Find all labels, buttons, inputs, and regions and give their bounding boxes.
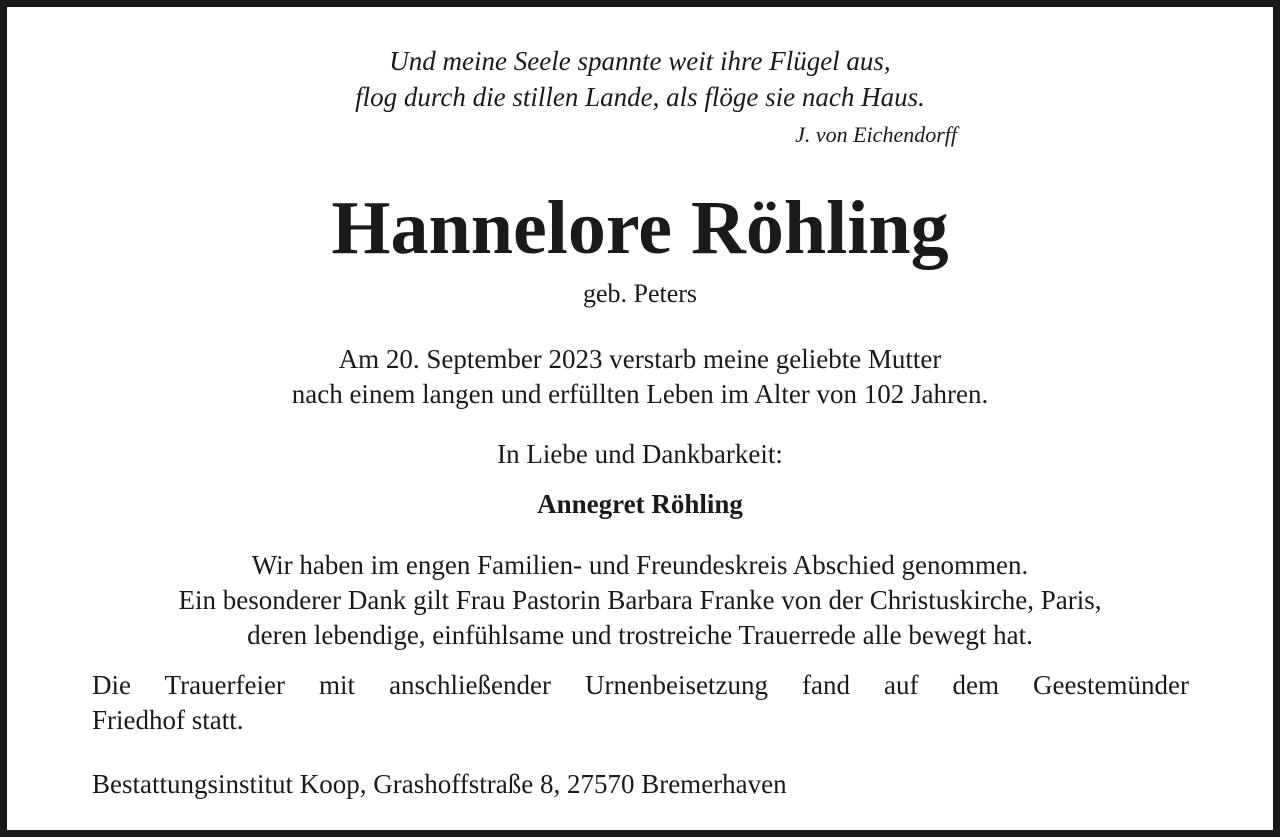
ceremony-line-1: Die Trauerfeier mit anschließender Urnenbeisetzung fand auf dem Geestemünder [92, 670, 1189, 700]
deceased-name: Hannelore Röhling [331, 186, 949, 270]
announcement-line-1: Am 20. September 2023 verstarb meine geliebte Mutter [338, 344, 942, 374]
ceremony-line-2: Friedhof statt. [92, 705, 244, 735]
poem-quote [7, 43, 1273, 115]
ceremony-paragraph [92, 668, 1189, 738]
farewell-line-1: Wir haben im engen Familien- und Freundeskreis Abschied genommen. [251, 550, 1029, 580]
farewell-line-2: Ein besonderer Dank gilt Frau Pastorin Barbara Franke von der Christuskirche, Paris, [178, 585, 1102, 615]
poem-line-1: Und meine Seele spannte weit ihre Flügel aus, [389, 46, 891, 76]
farewell-paragraph [7, 548, 1273, 653]
signer-name: Annegret Röhling [537, 489, 743, 519]
death-announcement [7, 342, 1273, 412]
poem-line-2: flog durch die stillen Lande, als flöge sie nach Haus. [355, 82, 925, 112]
gratitude-line: In Liebe und Dankbarkeit: [497, 439, 783, 469]
poem-author: J. von Eichendorff [795, 122, 957, 147]
farewell-line-3: deren lebendige, einfühlsame und trostreiche Trauerrede alle bewegt hat. [247, 620, 1033, 650]
undertaker-address: Bestattungsinstitut Koop, Grashoffstraße 8, 27570 Bremerhaven [92, 769, 787, 799]
maiden-name: geb. Peters [582, 279, 698, 308]
announcement-line-2: nach einem langen und erfüllten Leben im Alter von 102 Jahren. [291, 379, 989, 409]
